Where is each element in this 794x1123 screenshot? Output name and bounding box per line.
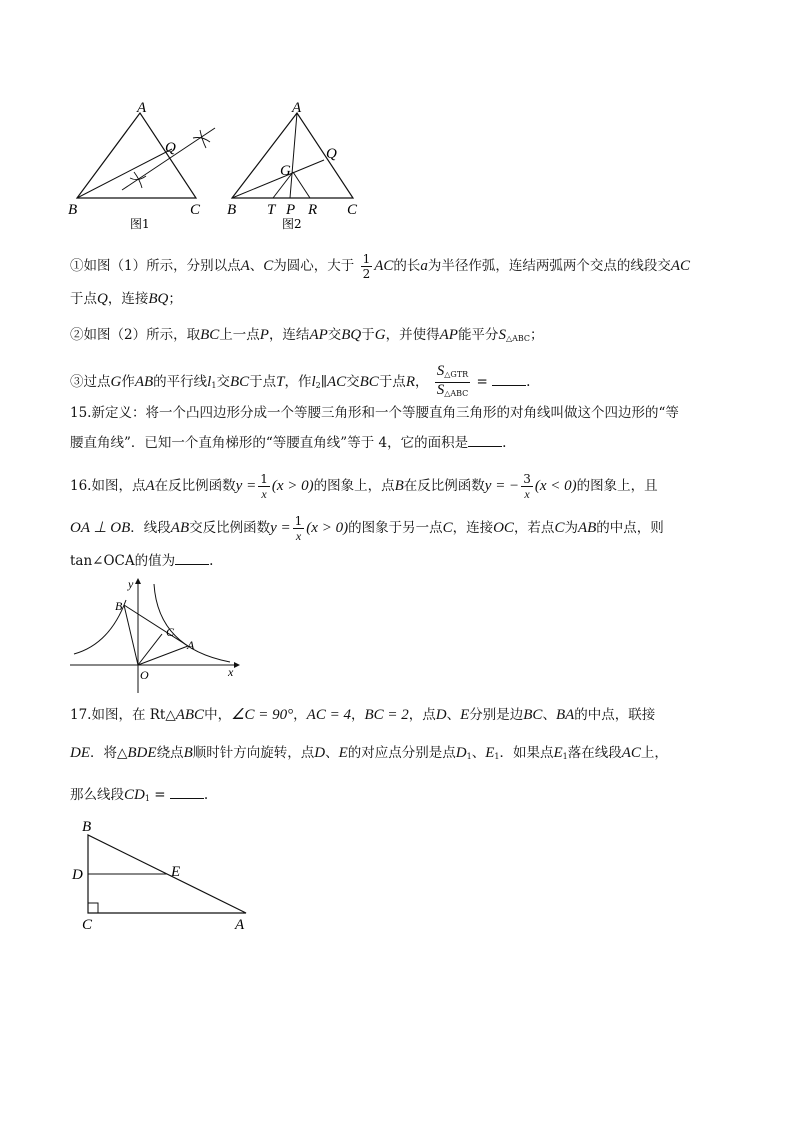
label-o: O xyxy=(140,668,149,682)
math: BC xyxy=(359,374,379,390)
q16-line-2 xyxy=(70,514,664,543)
math: A xyxy=(240,258,250,274)
math: (x < 0) xyxy=(534,478,577,494)
text: 、 xyxy=(249,258,264,274)
numerator: 1 xyxy=(294,514,303,528)
segment-ob xyxy=(124,605,138,665)
math: l xyxy=(207,374,212,390)
text: ．将△ xyxy=(90,745,128,761)
figure-2-caption: 图2 xyxy=(282,217,302,231)
text: . xyxy=(203,787,209,803)
math: S xyxy=(436,363,445,379)
label-b: B xyxy=(68,202,78,218)
step-2-line xyxy=(70,326,544,348)
text: = xyxy=(476,374,488,390)
math: AB xyxy=(134,374,154,390)
label-x: x xyxy=(228,665,234,679)
math: y = xyxy=(235,478,257,494)
math: DE xyxy=(70,745,90,761)
fraction xyxy=(258,472,270,501)
math: BC xyxy=(523,707,543,723)
text: 、 xyxy=(542,707,556,723)
math: A xyxy=(145,478,155,494)
math: BQ xyxy=(341,327,362,343)
text: ②如图（2）所示，取 xyxy=(70,327,201,343)
subscript: △GTR xyxy=(444,370,469,379)
text: 16.如图，点 xyxy=(70,478,146,494)
text: 为 xyxy=(564,520,578,536)
q15-line-1: 15.新定义：将一个凸四边形分成一个等腰三角形和一个等腰直角三角形的对角线叫做这个四边形的“等 xyxy=(70,405,679,421)
math: G xyxy=(110,374,122,390)
math: AC xyxy=(374,258,394,274)
math: ∠C = 90° xyxy=(231,707,294,723)
math: OA ⊥ OB xyxy=(70,520,131,536)
label-q: Q xyxy=(326,146,337,162)
math: BQ xyxy=(148,291,169,307)
math: BC xyxy=(229,374,250,390)
text: 的中点，联接 xyxy=(574,707,656,723)
text: ， xyxy=(293,707,307,723)
label-p: P xyxy=(286,202,296,218)
text: 那么线段 xyxy=(70,787,124,803)
q15-line-2 xyxy=(70,434,506,452)
math: C xyxy=(442,520,453,536)
text: 上一点 xyxy=(219,327,260,343)
q16-graph xyxy=(70,578,240,696)
fraction xyxy=(293,514,305,543)
step-1-line-2 xyxy=(70,290,182,308)
math: BC = 2 xyxy=(364,707,409,723)
text: 顺时针方向旋转，点 xyxy=(192,745,315,761)
subscript: 2 xyxy=(315,381,321,390)
q17-line-1 xyxy=(70,706,655,724)
math: CD xyxy=(124,787,145,803)
text: ①如图（1）所示，分别以点 xyxy=(70,258,241,274)
numerator xyxy=(435,364,470,383)
text: 、 xyxy=(471,745,486,761)
text: 的图象于另一点 xyxy=(348,520,443,536)
numerator: 3 xyxy=(523,472,531,486)
math: BDE xyxy=(127,745,157,761)
text: 的平行线 xyxy=(153,374,208,390)
text: ，作 xyxy=(284,374,312,390)
label-a: A xyxy=(137,100,147,116)
math: OC xyxy=(493,520,514,536)
figure-1 xyxy=(60,100,230,235)
math: B xyxy=(183,745,193,761)
math: l xyxy=(311,374,316,390)
math: AC xyxy=(621,745,641,761)
segment-ap xyxy=(290,113,297,198)
text: ，点 xyxy=(408,707,436,723)
right-angle-icon xyxy=(88,903,98,913)
q16-line-1 xyxy=(70,472,658,501)
text: 交 xyxy=(327,327,342,343)
text: 在反比例函数 xyxy=(154,478,236,494)
text: 于点 xyxy=(70,291,97,307)
text: ．如果点 xyxy=(499,745,554,761)
math: BC xyxy=(200,327,220,343)
math: AP xyxy=(309,327,328,343)
text: ③过点 xyxy=(70,374,111,390)
text: 于点 xyxy=(378,374,406,390)
text: ； xyxy=(530,327,544,343)
figure-2 xyxy=(222,100,372,235)
math: Q xyxy=(97,291,108,307)
text: 为半径作弧，连结两弧两个交点的线段交 xyxy=(427,258,671,274)
math: AC xyxy=(670,258,691,274)
step-3-line xyxy=(70,364,530,401)
answer-blank[interactable] xyxy=(170,786,204,799)
math: E xyxy=(485,745,495,761)
perpendicular-bisector xyxy=(122,128,215,190)
label-b: B xyxy=(82,819,92,835)
text: 在反比例函数 xyxy=(403,478,485,494)
math: AC = 4 xyxy=(306,707,351,723)
math: R xyxy=(405,374,415,390)
denominator: x xyxy=(295,529,302,543)
text: . xyxy=(502,435,507,451)
label-e: E xyxy=(171,864,181,880)
segment-gr xyxy=(293,172,310,198)
text: ， xyxy=(350,707,365,723)
text: 交反比例函数 xyxy=(189,520,271,536)
label-b: B xyxy=(227,202,237,218)
label-c: C xyxy=(166,625,175,639)
figure-1-caption: 图1 xyxy=(130,217,150,231)
math: y = xyxy=(270,520,291,536)
label-d: D xyxy=(72,867,83,883)
math: C xyxy=(263,258,274,274)
subscript: 1 xyxy=(144,794,150,803)
math: AB xyxy=(577,520,597,536)
label-c: C xyxy=(347,202,358,218)
math: (x > 0) xyxy=(271,478,314,494)
math: G xyxy=(374,327,386,343)
subscript: △ABC xyxy=(505,334,531,343)
text: 腰直角线”．已知一个直角梯形的“等腰直角线”等于 4，它的面积是 xyxy=(70,435,469,451)
label-y: y xyxy=(128,577,134,591)
text: ∥ xyxy=(320,374,327,390)
numerator: 1 xyxy=(362,252,371,266)
x-axis-arrow-icon xyxy=(234,662,240,668)
math: a xyxy=(420,258,428,274)
fraction-half xyxy=(361,252,373,281)
math: (x > 0) xyxy=(306,520,349,536)
denominator: 2 xyxy=(362,267,371,281)
label-a: A xyxy=(187,638,195,652)
text: 17.如图，在 Rt△ xyxy=(70,707,176,723)
text: 的图象上，且 xyxy=(576,478,658,494)
math: ABC xyxy=(175,707,205,723)
answer-blank[interactable] xyxy=(175,552,209,565)
label-r: R xyxy=(308,202,318,218)
math: B xyxy=(394,478,404,494)
text: 交 xyxy=(216,374,230,390)
text: 落在线段 xyxy=(567,745,622,761)
subscript: 1 xyxy=(211,381,217,390)
text: 能平分 xyxy=(457,327,499,343)
subscript: 1 xyxy=(466,752,472,761)
text: ．线段 xyxy=(130,520,171,536)
text: 中， xyxy=(204,707,232,723)
math: C xyxy=(554,520,565,536)
q16-line-3 xyxy=(70,552,213,570)
text: ，若点 xyxy=(513,520,555,536)
text: = xyxy=(149,787,166,803)
answer-blank[interactable] xyxy=(492,373,526,386)
label-c: C xyxy=(82,917,93,933)
text: 作 xyxy=(121,374,135,390)
denominator xyxy=(435,383,470,401)
text: 于 xyxy=(361,327,375,343)
text: 的值为 xyxy=(134,553,176,569)
math: E xyxy=(553,745,563,761)
math: D xyxy=(455,745,467,761)
text: 绕点 xyxy=(156,745,184,761)
q17-figure xyxy=(70,815,260,935)
text: 上， xyxy=(640,745,668,761)
text: 为圆心，大于 xyxy=(273,258,355,274)
math: y = − xyxy=(484,478,520,494)
subscript: 1 xyxy=(562,752,568,761)
math: E xyxy=(460,707,470,723)
text: . xyxy=(209,553,214,569)
text: 、 xyxy=(325,745,339,761)
denominator: x xyxy=(524,487,530,501)
text: 分别是边 xyxy=(469,707,524,723)
math: AP xyxy=(439,327,458,343)
math: S xyxy=(498,327,506,343)
label-g: G xyxy=(280,163,291,179)
text: 于点 xyxy=(249,374,277,390)
text: 的图象上，点 xyxy=(313,478,395,494)
label-t: T xyxy=(267,202,276,218)
text: ，连结 xyxy=(268,327,310,343)
math: T xyxy=(276,374,285,390)
text: ， xyxy=(414,374,429,390)
q17-line-2 xyxy=(70,744,668,766)
text: ； xyxy=(168,291,182,307)
text: . xyxy=(526,374,531,390)
math: D xyxy=(435,707,447,723)
math: P xyxy=(259,327,269,343)
subscript: △ABC xyxy=(444,389,469,398)
text: ，并使得 xyxy=(385,327,440,343)
label-q: Q xyxy=(165,140,176,156)
math: AB xyxy=(170,520,190,536)
text: 、 xyxy=(446,707,461,723)
text: 的中点，则 xyxy=(596,520,664,536)
segment-bq xyxy=(77,149,172,198)
math: BA xyxy=(555,707,575,723)
triangle-abc xyxy=(77,113,196,198)
step-1-line-1 xyxy=(70,252,690,281)
text: 交 xyxy=(346,374,360,390)
math: S xyxy=(436,382,445,398)
denominator: x xyxy=(261,487,267,501)
text: ，连接 xyxy=(452,520,494,536)
y-axis-arrow-icon xyxy=(135,578,141,584)
subscript: 1 xyxy=(494,752,500,761)
fraction-area-ratio xyxy=(435,364,470,401)
label-a: A xyxy=(235,917,245,933)
math: E xyxy=(338,745,348,761)
label-a: A xyxy=(292,100,302,116)
text: 的对应点分别是点 xyxy=(347,745,456,761)
math: AC xyxy=(326,374,347,390)
segment-ab xyxy=(124,605,188,646)
label-c: C xyxy=(190,202,201,218)
text: 的长 xyxy=(393,258,421,274)
text: ，连接 xyxy=(107,291,149,307)
label-b: B xyxy=(115,599,123,613)
answer-blank[interactable] xyxy=(468,434,502,447)
numerator: 1 xyxy=(260,472,268,486)
math: tan∠OCA xyxy=(70,553,135,569)
q17-line-3 xyxy=(70,786,208,808)
math: D xyxy=(314,745,326,761)
fraction xyxy=(521,472,533,501)
